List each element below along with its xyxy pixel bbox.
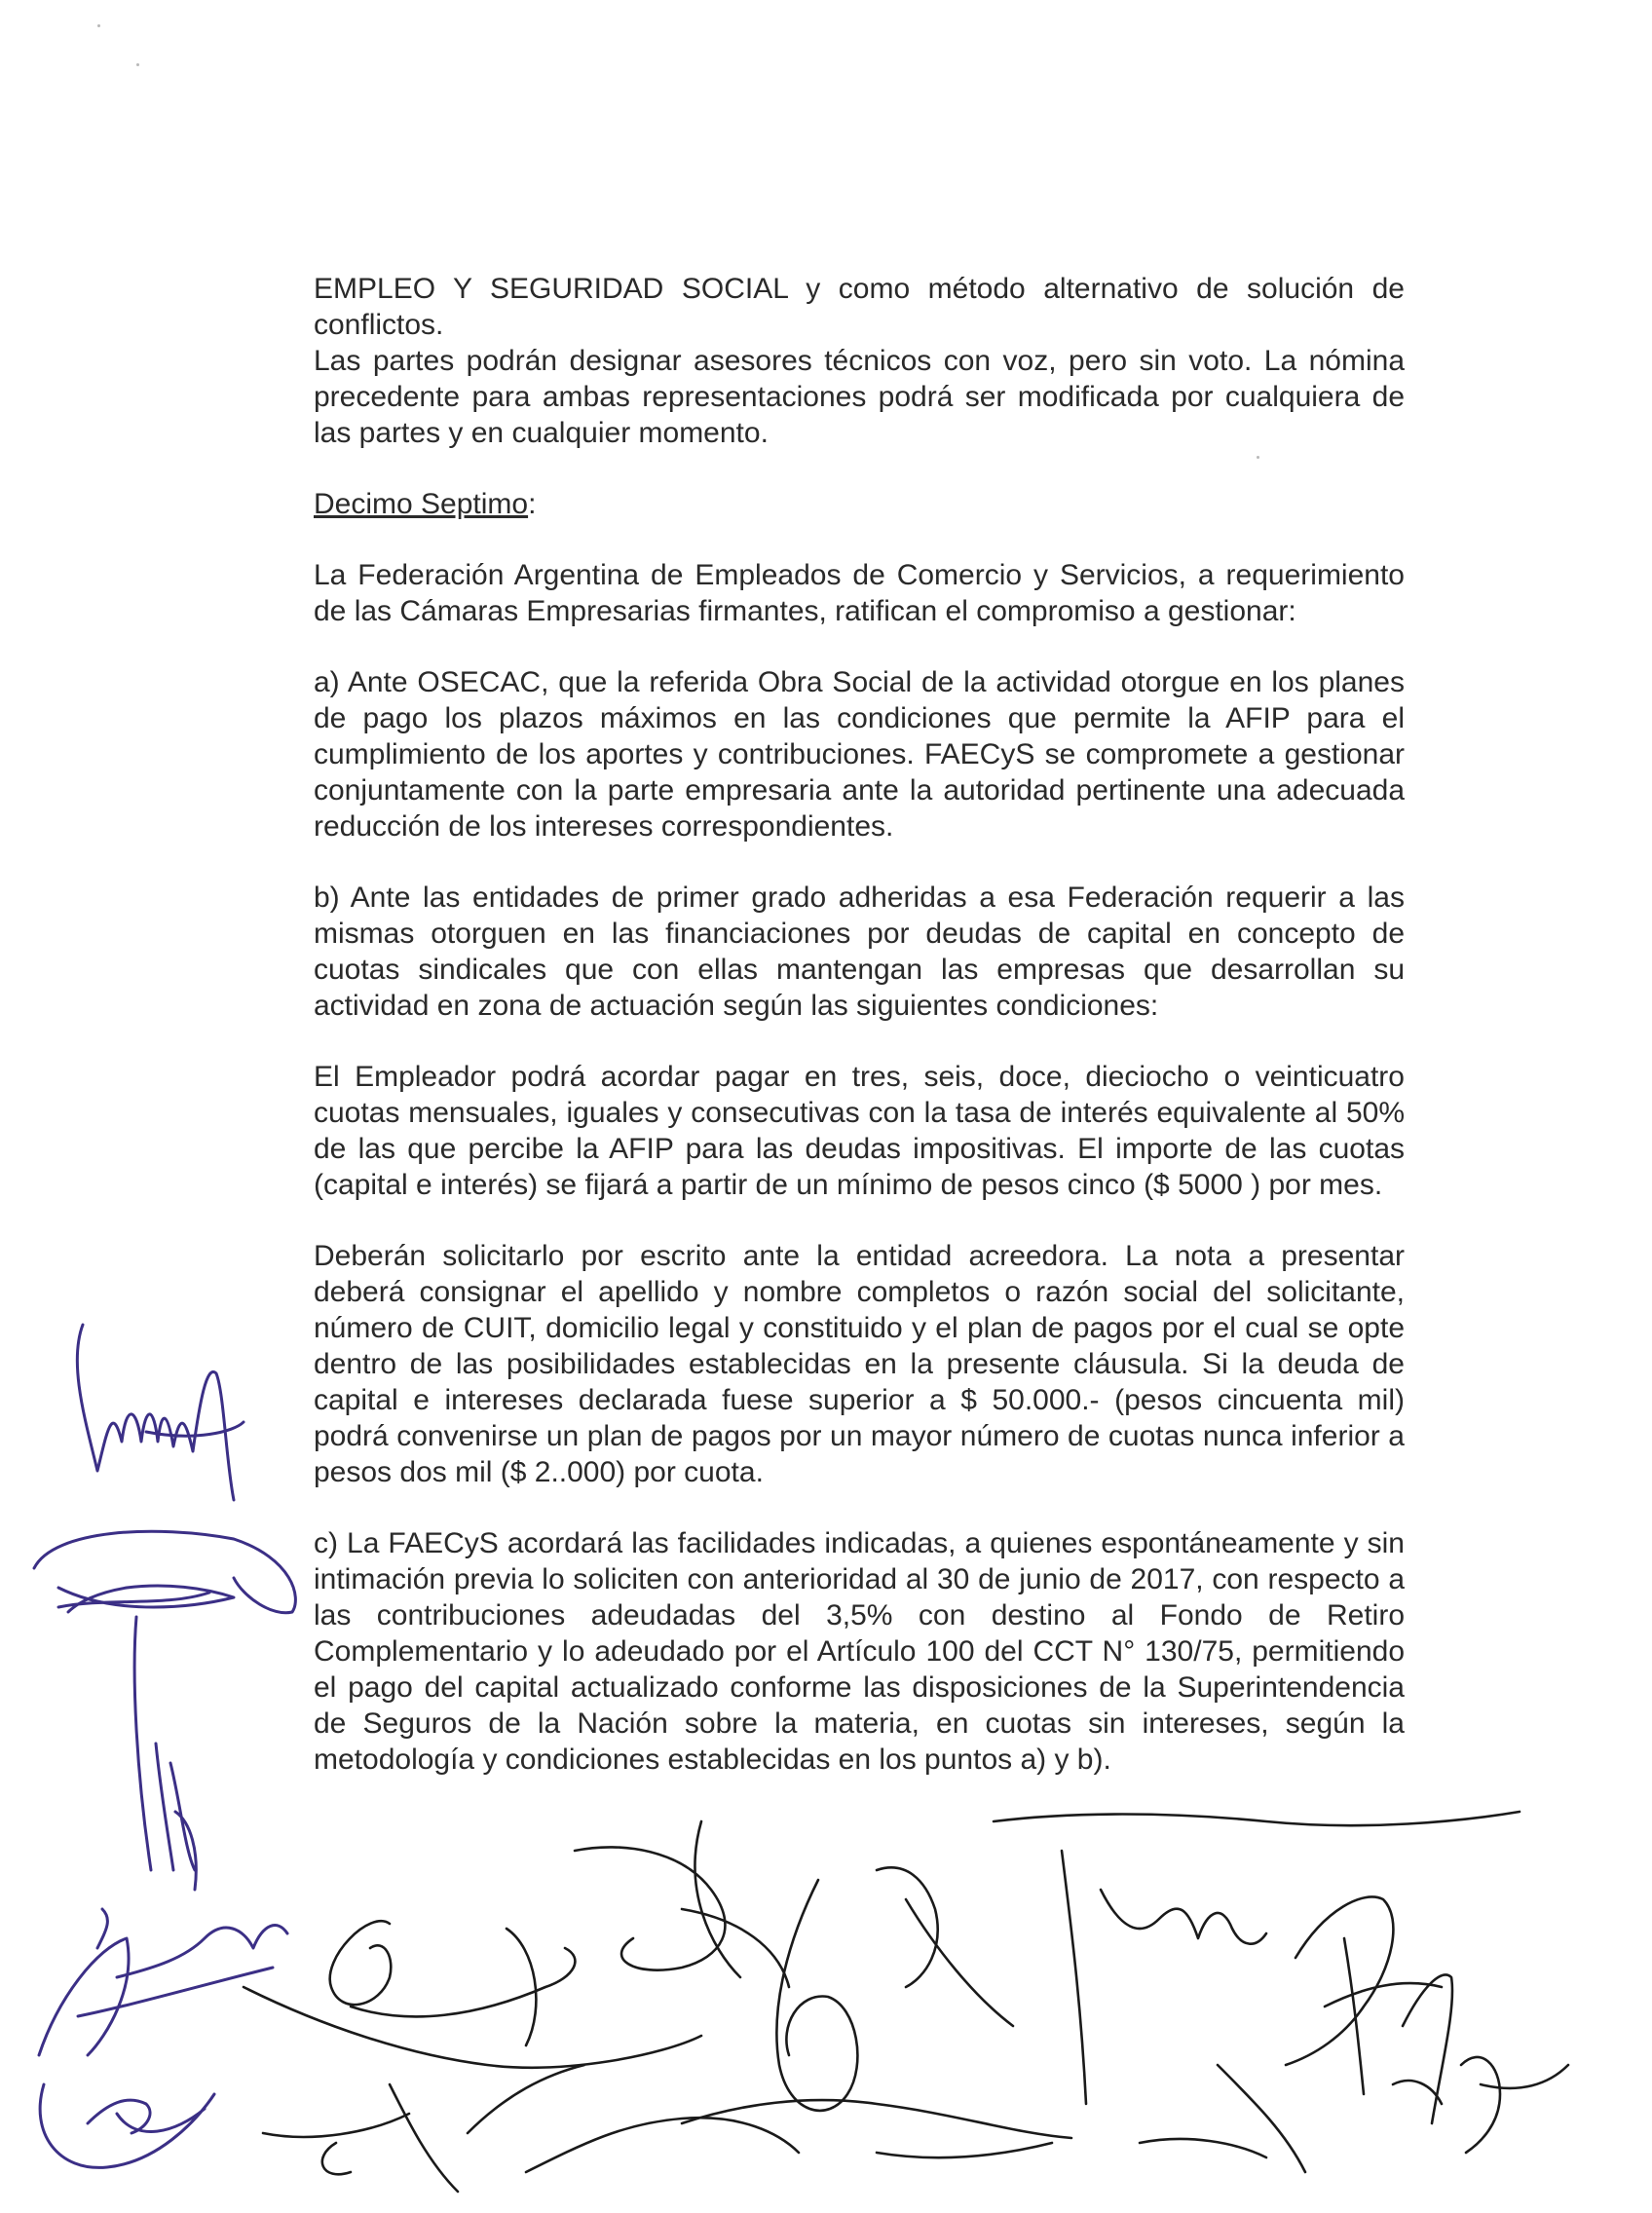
paragraph-employer-terms: El Empleador podrá acordar pagar en tres, seis, doce, dieciocho o veinticuatro cuotas mensuales, iguales y consecutivas con la tasa de interés equivalente al 50% de las que percibe la AFIP para las deudas impositivas. El importe de las cuotas (capital e interés) se fijará a partir de un mínimo de pesos cinco ($ 5000 ) por mes.	[314, 1061, 1405, 1201]
signature-bottom-3	[244, 1987, 799, 2192]
section-title-colon: :	[528, 488, 537, 520]
signature-bottom-5	[994, 1812, 1520, 2104]
section-heading	[314, 486, 1405, 522]
paragraph-request-procedure: Deberán solicitarlo por escrito ante la entidad acreedora. La nota a presentar deberá consignar el apellido y nombre completos o razón social del solicitante, número de CUIT, domicilio legal y constituido y el plan de pagos por el cual se opte dentro de las posibilidades establecidas en la presente cláusula. Si la deuda de capital e intereses declarada fuese superior a $ 50.000.- (pesos cincuenta mil) podrá convenirse un plan de pagos por un mayor número de cuotas nunca inferior a pesos dos mil ($ 2..000) por cuota.	[314, 1240, 1405, 1488]
section-title: Decimo Septimo	[314, 488, 529, 520]
signature-bottom-8	[682, 2100, 1266, 2157]
signature-bottom-4	[776, 1867, 1013, 2110]
signature-left-3	[134, 1617, 196, 1890]
document-body	[314, 271, 1405, 1778]
signature-bottom-1	[330, 1921, 576, 2045]
signature-bottom-6	[1218, 1897, 1442, 2173]
paragraph-advisors: Las partes podrán designar asesores técnicos con voz, pero sin voto. La nómina precedente para ambas representaciones podrá ser modificada por cualquiera de las partes y en cualquier momento.	[314, 345, 1405, 449]
scan-speck	[136, 63, 139, 66]
signature-left-2	[34, 1531, 295, 1613]
paragraph-item-c: c) La FAECyS acordará las facilidades indicadas, a quienes espontáneamente y sin intimación previa lo soliciten con anterioridad al 30 de junio de 2017, con respecto a las contribuciones adeudadas del 3,5% con destino al Fondo de Retiro Complementario y lo adeudado por el Artículo 100 del CCT N° 130/75, permitiendo el pago del capital actualizado conforme las disposiciones de la Superintendencia de Seguros de la Nación sobre la materia, en cuotas sin intereses, según la metodología y condiciones establecidas en los puntos a) y b).	[314, 1527, 1405, 1776]
paragraph-item-a: a) Ante OSECAC, que la referida Obra Social de la actividad otorgue en los planes de pago los plazos máximos en las condiciones que permite la AFIP para el cumplimiento de los aportes y contribuciones. FAECyS se compromete a gestionar conjuntamente con la parte empresaria ante la autoridad pertinente una adecuada reducción de los intereses correspondientes.	[314, 666, 1405, 843]
signature-bottom-7	[1393, 1974, 1568, 2153]
paragraph-federation: La Federación Argentina de Empleados de Comercio y Servicios, a requerimiento de las Cámaras Empresarias firmantes, ratifican el compromiso a gestionar:	[314, 559, 1405, 627]
signature-left-4	[39, 1909, 287, 2055]
paragraph-item-b: b) Ante las entidades de primer grado adheridas a esa Federación requerir a las mismas otorguen en las financiaciones por deudas de capital en concepto de cuotas sindicales que con ellas mantengan las empresas que desarrollan su actividad en zona de actuación según las siguientes condiciones:	[314, 881, 1405, 1022]
paragraph-intro: EMPLEO Y SEGURIDAD SOCIAL y como método alternativo de solución de conflictos.	[314, 273, 1405, 341]
signature-bottom-2	[575, 1821, 789, 1987]
signature-left-5	[40, 2084, 214, 2167]
signature-left-1	[77, 1325, 244, 1500]
scan-speck	[97, 24, 100, 27]
